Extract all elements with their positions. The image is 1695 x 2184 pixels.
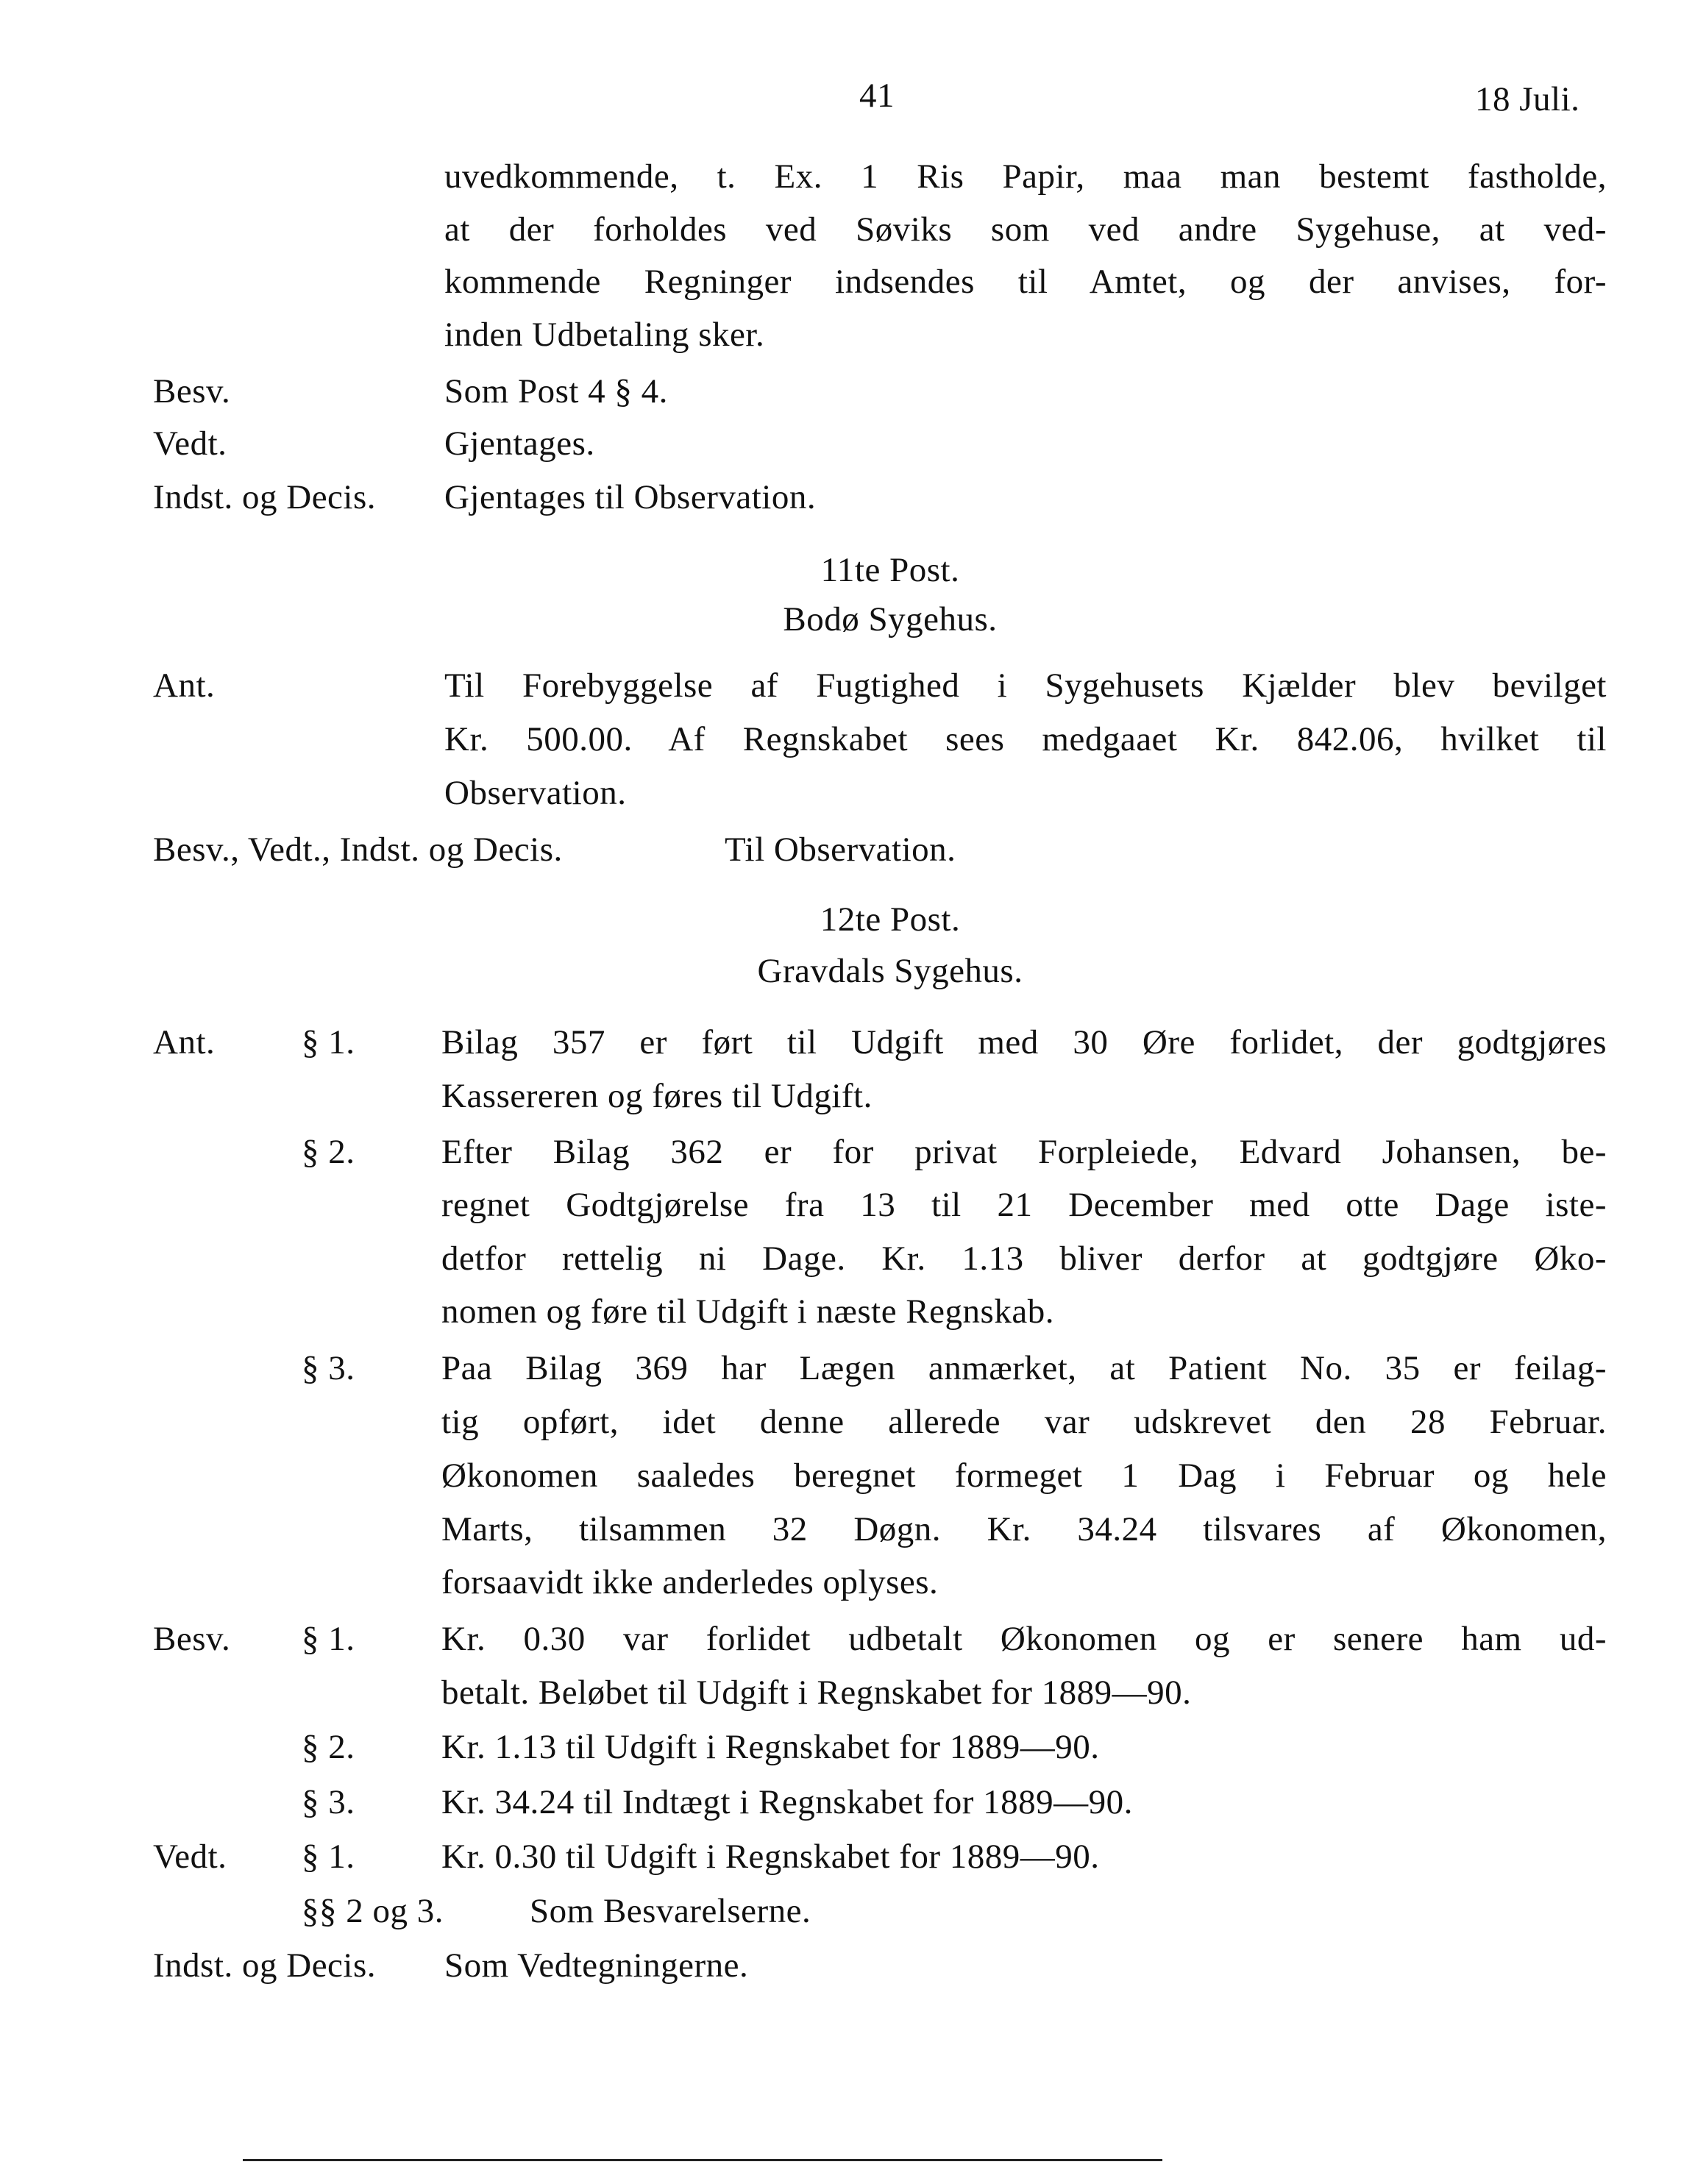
page-number: 41 [859, 77, 895, 115]
section-heading: 11te Post. [820, 551, 960, 589]
section-number: § 1. [302, 1838, 355, 1876]
paragraph-line: uvedkommende, t. Ex. 1 Ris Papir, maa man bestemt fastholde, [444, 157, 1607, 196]
paragraph-line: Efter Bilag 362 er for privat Forpleiede, Edvard Johansen, be- [441, 1133, 1607, 1171]
paragraph-line: Kassereren og føres til Udgift. [441, 1077, 873, 1115]
decision-text: Til Observation. [725, 830, 956, 869]
section-number: § 1. [302, 1023, 355, 1061]
section-number: §§ 2 og 3. [302, 1892, 444, 1930]
paragraph-line: Kr. 34.24 til Indtægt i Regnskabet for 1889—90. [441, 1783, 1133, 1821]
paragraph-line: Paa Bilag 369 har Lægen anmærket, at Patient No. 35 er feilag- [441, 1349, 1607, 1387]
paragraph-line: Kr. 0.30 til Udgift i Regnskabet for 1889—90. [441, 1838, 1100, 1876]
section-number: § 1. [302, 1620, 355, 1658]
margin-label-besv: Besv. [153, 1620, 231, 1658]
footer-rule [243, 2159, 1162, 2161]
paragraph-line: betalt. Beløbet til Udgift i Regnskabet for 1889—90. [441, 1673, 1192, 1712]
margin-label-combined: Besv., Vedt., Indst. og Decis. [153, 830, 563, 869]
decision-text: Som Vedtegningerne. [444, 1946, 749, 1985]
paragraph-line: nomen og føre til Udgift i næste Regnskab. [441, 1292, 1054, 1331]
margin-label-vedt: Vedt. [153, 424, 227, 463]
paragraph-line: Som Besvarelserne. [530, 1892, 811, 1930]
decision-text: Som Post 4 § 4. [444, 372, 668, 410]
paragraph-line: kommende Regninger indsendes til Amtet, og der anvises, for- [444, 263, 1607, 301]
paragraph-line: forsaavidt ikke anderledes oplyses. [441, 1563, 939, 1601]
paragraph-line: Bilag 357 er ført til Udgift med 30 Øre forlidet, der godtgjøres [441, 1023, 1607, 1061]
margin-label-ant: Ant. [153, 1023, 216, 1061]
paragraph-line: detfor rettelig ni Dage. Kr. 1.13 bliver derfor at godtgjøre Øko- [441, 1239, 1607, 1278]
paragraph-line: tig opført, idet denne allerede var udskrevet den 28 Februar. [441, 1403, 1607, 1441]
section-number: § 2. [302, 1728, 355, 1766]
paragraph-line: Til Forebyggelse af Fugtighed i Sygehusets Kjælder blev bevilget [444, 666, 1607, 705]
section-subheading: Gravdals Sygehus. [757, 952, 1023, 990]
paragraph-line: Observation. [444, 774, 627, 812]
paragraph-line: inden Udbetaling sker. [444, 316, 765, 354]
page-date: 18 Juli. [1475, 80, 1580, 118]
section-heading: 12te Post. [820, 900, 961, 939]
section-number: § 2. [302, 1133, 355, 1171]
section-number: § 3. [302, 1349, 355, 1387]
paragraph-line: Økonomen saaledes beregnet formeget 1 Dag i Februar og hele [441, 1456, 1607, 1495]
margin-label-indst: Indst. og Decis. [153, 478, 377, 516]
margin-label-besv: Besv. [153, 372, 231, 410]
paragraph-line: Kr. 500.00. Af Regnskabet sees medgaaet Kr. 842.06, hvilket til [444, 720, 1607, 758]
paragraph-line: regnet Godtgjørelse fra 13 til 21 December med otte Dage iste- [441, 1186, 1607, 1224]
decision-text: Gjentages til Observation. [444, 478, 817, 516]
paragraph-line: at der forholdes ved Søviks som ved andre Sygehuse, at ved- [444, 210, 1607, 249]
paragraph-line: Kr. 1.13 til Udgift i Regnskabet for 1889—90. [441, 1728, 1100, 1766]
paragraph-line: Marts, tilsammen 32 Døgn. Kr. 34.24 tilsvares af Økonomen, [441, 1510, 1607, 1548]
paragraph-line: Kr. 0.30 var forlidet udbetalt Økonomen og er senere ham ud- [441, 1620, 1607, 1658]
section-subheading: Bodø Sygehus. [783, 600, 998, 639]
margin-label-vedt: Vedt. [153, 1838, 227, 1876]
decision-text: Gjentages. [444, 424, 595, 463]
margin-label-indst: Indst. og Decis. [153, 1946, 377, 1985]
margin-label-ant: Ant. [153, 666, 216, 705]
section-number: § 3. [302, 1783, 355, 1821]
